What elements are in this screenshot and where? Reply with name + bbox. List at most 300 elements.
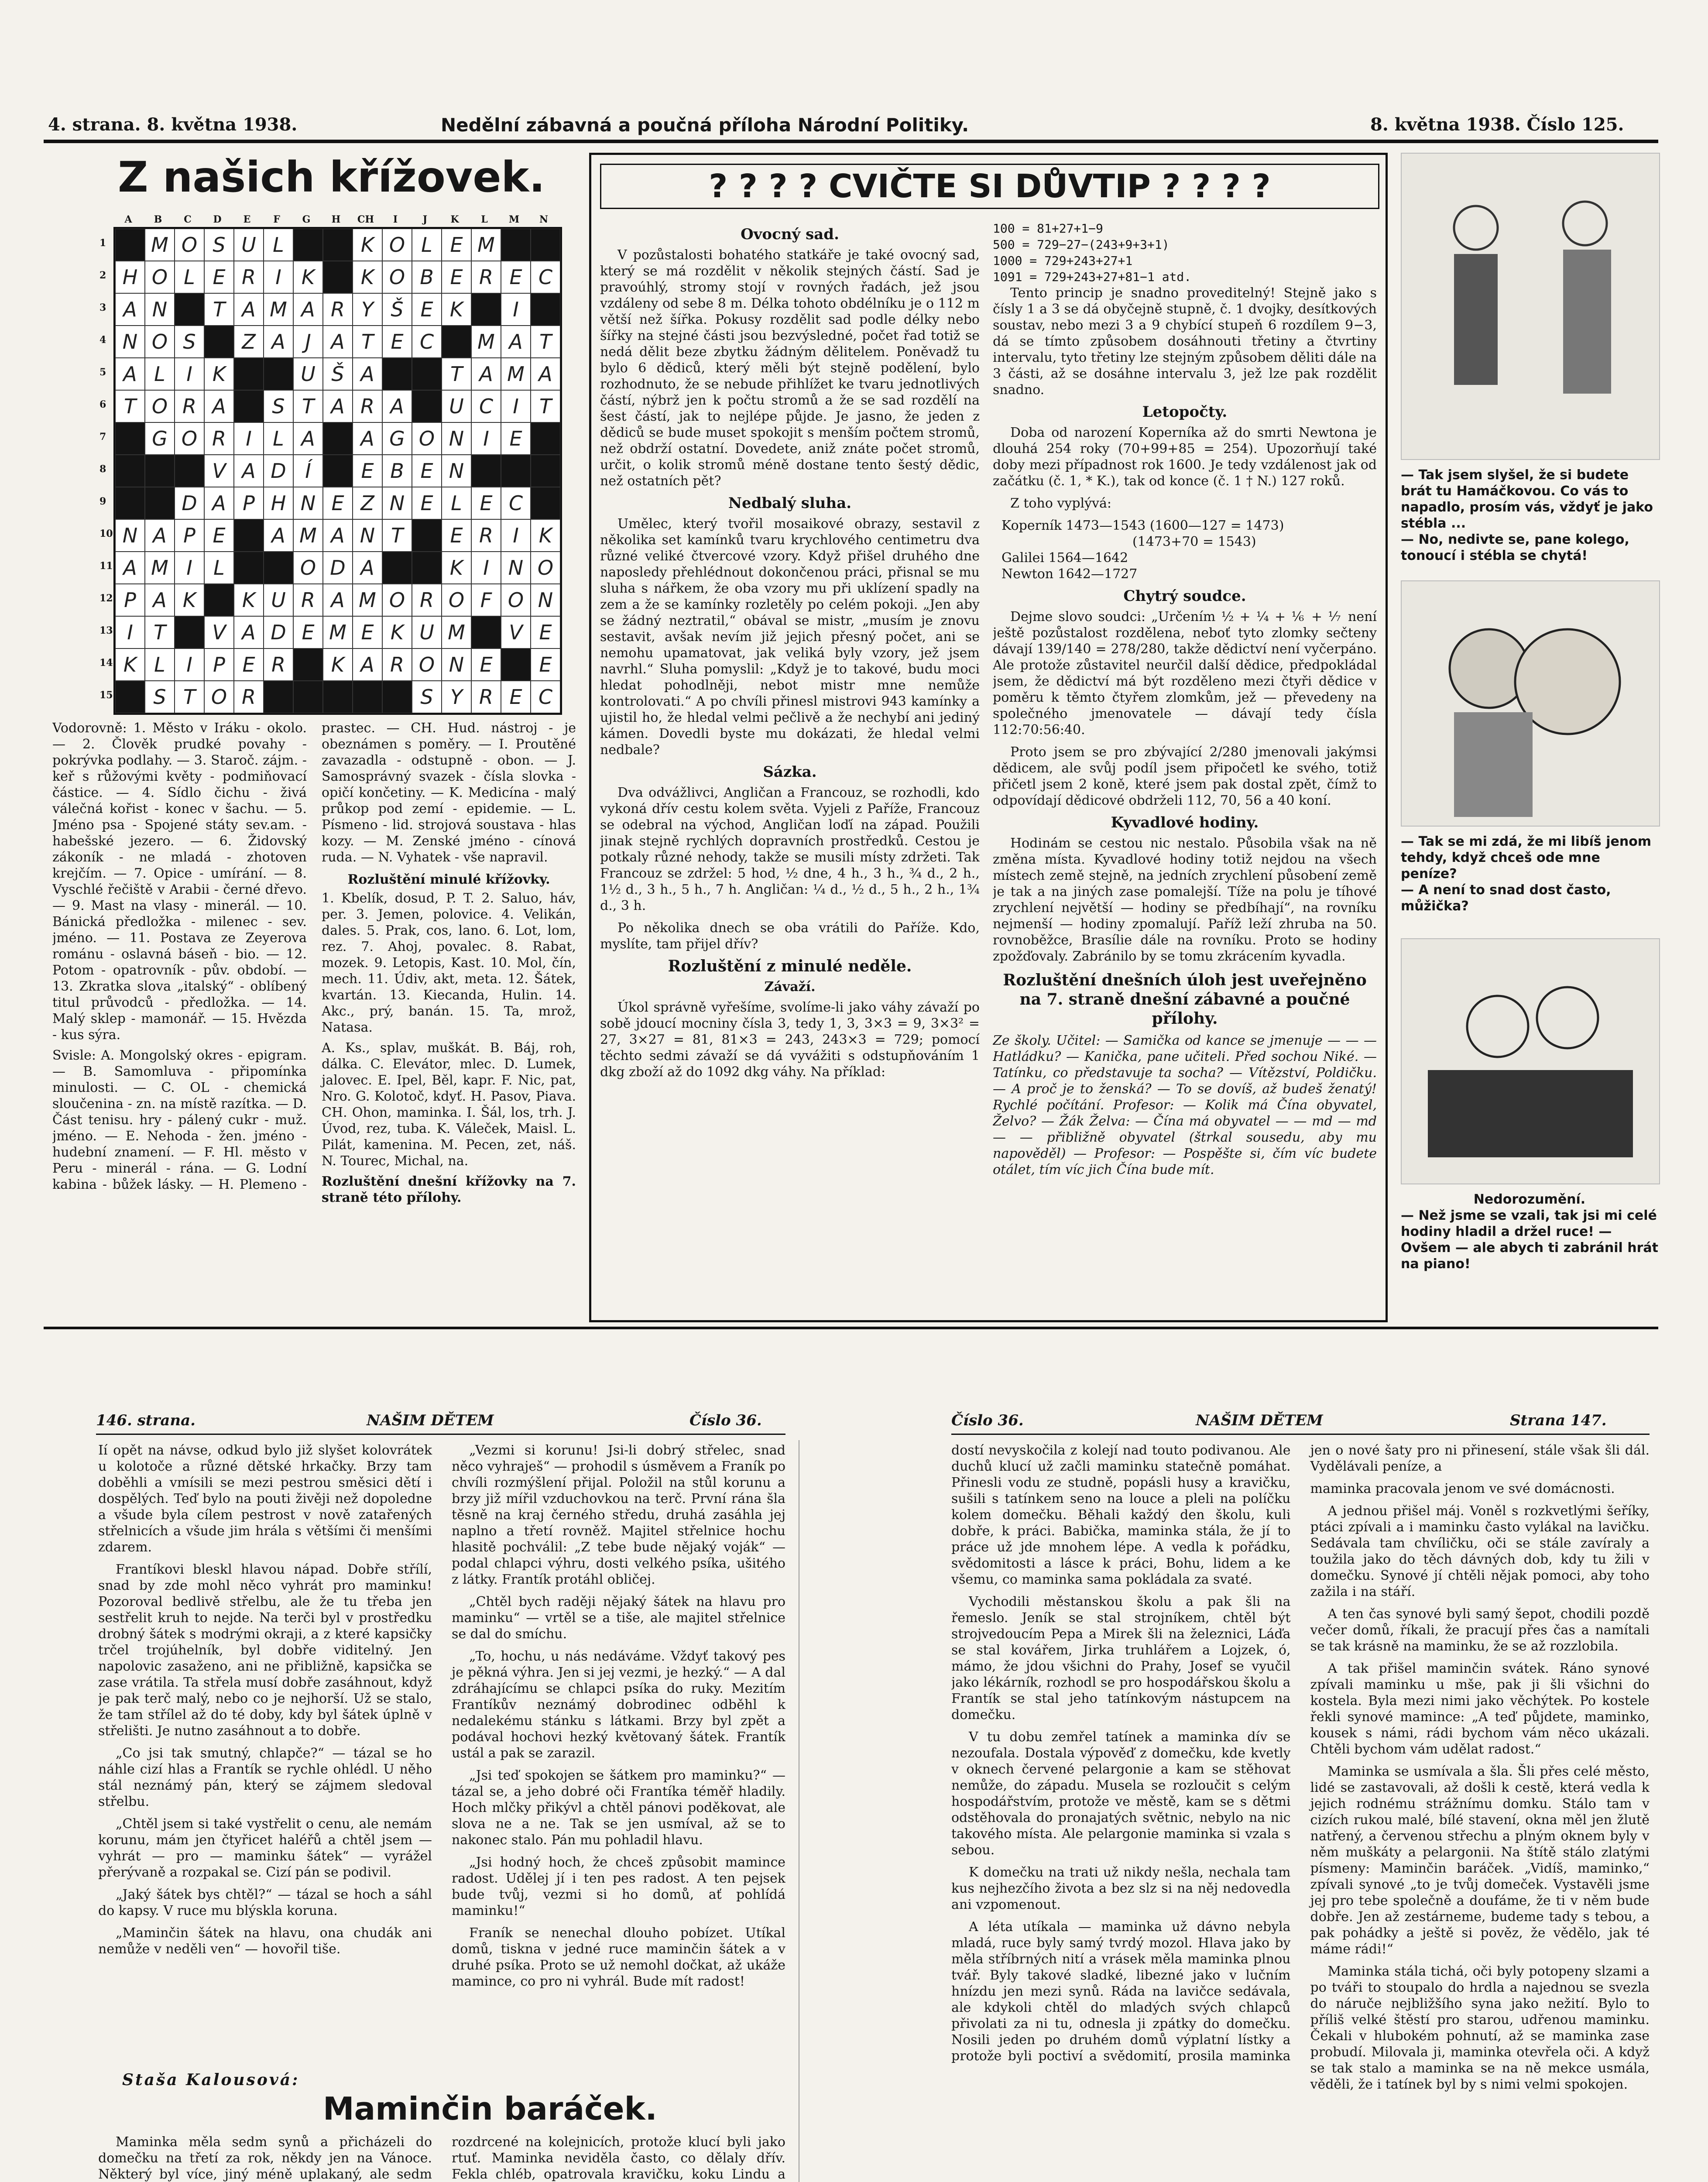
page-header-left: 4. strana. 8. května 1938. bbox=[48, 114, 298, 135]
crossword-cell: L bbox=[145, 648, 175, 681]
story2-author: Staša Kalousová: bbox=[122, 2071, 300, 2089]
crossword-cell: Š bbox=[382, 293, 412, 326]
weights-principle: Tento princip je snadno proveditelný! Stejně jako s čísly 1 a 3 se dá obyčejně stupně, č. 1 dvojky, desítkových soustav, nebo mezi 3 a 9 chybící stupeň 6 rozdílem 9−3, dá se tímto způsobem dosáhnouti třetiny a čtvrtiny intervalu, tyto třetiny lze stejným způsobem děliti dále na 3 části, až se dosáhne intervalu 3, jež lze pak rozdělit snadno. bbox=[993, 285, 1377, 398]
crossword-black-cell bbox=[264, 681, 293, 713]
years-line: (1473+70 = 1543) bbox=[1132, 534, 1256, 549]
crossword-black-cell bbox=[412, 519, 442, 552]
crossword-black-cell bbox=[293, 681, 323, 713]
story2-paragraph: Maminka měla sedm synů a přicházeli do domečku na třetí za rok, někdy jen na Vánoce. Některý byl více, jiný méně uplakaný, ale sedm rozdrcené na kolejnicích, protože klucí byli jako rtuť. Maminka neviděla často, co dělaly dřív. Fekla chléb, opatrovala kravičku, koku Lindu a bbox=[98, 2134, 785, 2182]
crossword-cell: T bbox=[145, 616, 175, 648]
crossword-cell: I bbox=[115, 616, 145, 648]
crossword-cell: O bbox=[412, 648, 442, 681]
crossword-cell: N bbox=[501, 552, 531, 584]
crossword-black-cell bbox=[323, 681, 353, 713]
cartoon-2-line-2: — A není to snad dost často, můžička? bbox=[1401, 882, 1611, 914]
crossword-cell: K bbox=[323, 648, 353, 681]
jokes-text: Ze školy. Učitel: — Samička od kance se jmenuje — — — Hatládku? — Kanička, pane učiteli. Před sochou Niké. — Tatínku, co představuje ta socha? — Vítězství, Poldičku. — A proč je to ženská? — To se dovíš, až budeš ženatý! Rychlé počítání. Profesor: — Kolik má Čína obyvatel, Želvo? — Žák Želva: — Čína má obyvatel — — md — md — — přibližně obyvatel (štrkal sousedu, aby mu napověděl) — Profesor: — Pospěšte si, čím víc budete otálet, tím víc jich Čína bude mít. bbox=[993, 1033, 1377, 1177]
crossword-cell: A bbox=[234, 455, 264, 487]
crossword-cell: L bbox=[264, 229, 293, 261]
crossword-cell: H bbox=[264, 487, 293, 519]
crossword-row-number: 8 bbox=[99, 463, 106, 475]
crossword-solution-text: 1. Kbelík, dosud, P. T. 2. Saluo, háv, per. 3. Jemen, polovice. 4. Velikán, dales. 5. Prak, cos, lano. 6. Lot, lom, rez. 7. Ahoj, povalec. 8. Rabat, mozek. 9. Letopis, Kast. 10. Mol, čín, mech. 11. Údiv, akt, meta. 12. Šátek, kvartán. 13. Kiecanda, Hulin. 14. Akc., prý, banán. 15. Ta, mrož, Natasa. bbox=[322, 891, 576, 1035]
crossword-cell: O bbox=[382, 229, 412, 261]
puzzle-bet-text: Dva odvážlivci, Angličan a Francouz, se rozhodli, kdo vykoná dřív cestu kolem světa. Vyjeli z Paříže, Francouz se odebral na východ, Angličan loďí na západ. Použili jinak stejně rychlých dopravních prostředků. Cestou je potkaly různé nehody, takže se musili místy zdržeti. Tak Francouz se zdržel: 5 hod, ½ dne, 4 h., 3 h., ¾ d., 2 h., 1½ d., 3 h., 5 h., 7 h. Angličan: ¼ d., ½ d., 5 h., 2 h., 1¾ d., 3 h. bbox=[600, 785, 980, 913]
crossword-cell: E bbox=[353, 616, 382, 648]
weights-line: 100 = 81+27+1−9 bbox=[993, 221, 1103, 236]
crossword-cell: A bbox=[204, 487, 234, 519]
puzzles-box bbox=[589, 153, 1388, 1322]
crossword-cell: A bbox=[501, 326, 531, 358]
crossword-cell: M bbox=[323, 616, 353, 648]
crossword-cell: D bbox=[323, 552, 353, 584]
crossword-title: Z našich křížovek. bbox=[118, 153, 545, 202]
crossword-black-cell bbox=[204, 584, 234, 616]
crossword-cell: N bbox=[442, 422, 471, 455]
story3-paragraph: maminka pracovala jenom ve své domácnosti. bbox=[1310, 1481, 1615, 1496]
solution-clock-text: Hodinám se cestou nic nestalo. Působila však na ně změna místa. Kyvadlové hodiny totiž nejdou na všech místech země stejně, na jedních zrychlení působení země je tak a na jiných zase pomalejší. Tíže na polu je tíhové zrychlení největší — hodiny se předbíhají“, na rovníku nejmenší — hodiny zpomalují. Paříž leží zhruba na 50. rovnoběžce, Brasílie dále na rovníku. Proto se hodiny zpožďovaly. Zabránilo by se tomu zkrácením kyvadla. bbox=[993, 836, 1377, 964]
crossword-black-cell bbox=[501, 229, 531, 261]
crossword-column-letter: I bbox=[393, 214, 398, 225]
crossword-cell: R bbox=[382, 648, 412, 681]
crossword-cell: N bbox=[115, 519, 145, 552]
crossword-column-letter: H bbox=[331, 214, 341, 225]
cartoons-column bbox=[1396, 153, 1663, 1322]
crossword-cell: E bbox=[412, 487, 442, 519]
crossword-cell: J bbox=[293, 326, 323, 358]
clues-down: Svisle: A. Mongolský okres - epigram. — B. Samomluva - připomínka minulosti. — C. OL - chemická sloučenina - zn. na místě razítka. — D. Část tenisu. hry - pálený cukr - muž. jméno. — E. Nehoda - žen. jméno - hudební znamení. — F. Hl. město v Peru - minerál - rána. — G. Lodní kabina - bůžek lásky. — H. Plemeno - prastec. — CH. Hud. nástroj - je obeznámen s poměry. — I. Proutěné zavazadla - odstupně - obon. — J. Samosprávný svazek - čísla slovka - opičí končetiny. — K. Medicína - malý průkop pod zemí - epidemie. — L. Písmeno - lid. strojová soustava - hlas kozy. — M. Zenské jméno - cínová ruda. — N. Vyhatek - vše napravil. bbox=[52, 720, 576, 1192]
crossword-cell: A bbox=[323, 390, 353, 422]
solutions-promo: Rozluštění dnešních úloh jest uveřejněno na 7. straně dnešní zábavné a poučné přílohy. bbox=[1003, 971, 1367, 1028]
crossword-black-cell bbox=[442, 326, 471, 358]
crossword-cell: T bbox=[442, 358, 471, 390]
crossword-row-number: 9 bbox=[99, 496, 106, 507]
crossword-black-cell bbox=[204, 326, 234, 358]
crossword-cell: A bbox=[323, 519, 353, 552]
crossword-cell: E bbox=[531, 616, 560, 648]
crossword-cell: N bbox=[531, 584, 560, 616]
crossword-cell: M bbox=[293, 519, 323, 552]
solutions-title: Rozluštění z minulé neděle. bbox=[668, 957, 912, 975]
years-line: Galilei 1564—1642 bbox=[1001, 550, 1128, 566]
puzzles-right-column bbox=[993, 220, 1377, 1320]
crossword-cell: K bbox=[234, 584, 264, 616]
cartoon-2-caption bbox=[1401, 834, 1658, 914]
crossword-cell: F bbox=[471, 584, 501, 616]
crossword-black-cell bbox=[531, 422, 560, 455]
cartoon-men-illustration bbox=[1401, 153, 1660, 460]
crossword-black-cell bbox=[382, 681, 412, 713]
cartoon-3-text: — Než jsme se vzali, tak jsi mi celé hodiny hladil a držel ruce! — Ovšem — ale abych ti zabránil hrát na piano! bbox=[1401, 1208, 1658, 1272]
story3-paragraph: V tu dobu zemřel tatínek a maminka dív se nezoufala. Dostala výpověď z domečku, kde kvetly v oknech červené pelargonie a kam se stěhovat nemůže, do západu. Musela se rozloučit s celým hospodářstvím, protože ve městě, kam se s dětmi odstěhovala do pronajatých světnic, nebylo na nic takového místa. Ale pelargonie maminka si vzala s sebou. bbox=[951, 1729, 1291, 1858]
crossword-cell: A bbox=[323, 584, 353, 616]
crossword-cell: N bbox=[442, 455, 471, 487]
crossword-cell: A bbox=[471, 358, 501, 390]
crossword-black-cell bbox=[115, 455, 145, 487]
crossword-cell: S bbox=[264, 390, 293, 422]
crossword-black-cell bbox=[293, 229, 323, 261]
crossword-cell: K bbox=[293, 261, 323, 293]
crossword-solution-title: Rozluštění minulé křížovky. bbox=[347, 872, 550, 887]
crossword-cell: A bbox=[531, 358, 560, 390]
crossword-black-cell bbox=[531, 455, 560, 487]
crossword-cell: G bbox=[145, 422, 175, 455]
crossword-cell: L bbox=[175, 261, 204, 293]
crossword-cell: A bbox=[382, 390, 412, 422]
crossword-cell: I bbox=[471, 552, 501, 584]
crossword-row-number: 7 bbox=[99, 431, 106, 443]
crossword-cell: R bbox=[353, 390, 382, 422]
crossword-cell: E bbox=[442, 229, 471, 261]
years-lines bbox=[993, 518, 1377, 582]
story1-paragraph: „Maminčin šátek na hlavu, ona chudák ani nemůže v neděli ven“ — hovořil tiše. bbox=[98, 1925, 432, 1957]
solution-years-intro: Z toho vyplývá: bbox=[1010, 496, 1112, 511]
crossword-cell: A bbox=[353, 552, 382, 584]
story3-paragraph: dostí nevyskočila z kolejí nad touto podivanou. Ale duchů klucí už začli maminku statečně pomáhat. Přinesli vodu ze studně, popásli husy a kravičku, sušili s tatínkem seno na louce a pleli na políčku kolem domečku. Běhali každý den školu, kuli dobře, k práci. Babička, maminka stála, že jí to práce už jde mnohem lépe. A vedla k pořádku, svědomitosti a lásce k práci, Bohu, lidem a ke všemu, co maminka sama pokládala za svaté. bbox=[951, 1443, 1291, 1587]
crossword-cell: A bbox=[264, 519, 293, 552]
story-shooting-range bbox=[98, 1442, 785, 2062]
crossword-black-cell bbox=[323, 229, 353, 261]
crossword-cell: U bbox=[442, 390, 471, 422]
story3-paragraph: K domečku na trati už nikdy nešla, nechala tam kus nejhezčího života a bez slz si na něj nedovedla ani vzpomenout. bbox=[951, 1865, 1291, 1912]
crossword-cell: N bbox=[115, 326, 145, 358]
crossword-cell: P bbox=[204, 648, 234, 681]
crossword-cell: N bbox=[145, 293, 175, 326]
cartoon-piano-drawing bbox=[1402, 939, 1659, 1184]
crossword-cell: T bbox=[531, 326, 560, 358]
crossword-cell: L bbox=[412, 229, 442, 261]
crossword-cell: A bbox=[323, 326, 353, 358]
story1-paragraph: „Jsi teď spokojen se šátkem pro maminku?“ — tázal se, a jeho dobré oči Frantíka téměř hladily. Hoch mlčky přikývl a chtěl pánovi poděkovat, ale slova ne a ne. Tak se jen usmíval, až se to nakonec stalo. Pán mu pohladil hlavu. bbox=[452, 1768, 785, 1848]
crossword-black-cell bbox=[234, 390, 264, 422]
crossword-black-cell bbox=[471, 455, 501, 487]
crossword-cell: M bbox=[264, 293, 293, 326]
crossword-cell: E bbox=[442, 519, 471, 552]
kids-header-right bbox=[951, 1412, 1658, 1429]
crossword-column-letters bbox=[113, 214, 559, 225]
story1-paragraph: „Chtěl bych raději nějaký šátek na hlavu pro maminku“ — vrtěl se a tiše, ale majitel střelnice se dal do smíchu. bbox=[452, 1594, 785, 1642]
crossword-cell: E bbox=[382, 326, 412, 358]
story-maminka-continued bbox=[951, 1442, 1650, 2182]
crossword-cell: N bbox=[353, 519, 382, 552]
story3-paragraph: A ten čas synové byli samý šepot, chodili pozdě večer domů, říkali, že pracují přes čas a namítali se tak krásně na maminku, že se až rozzlobila. bbox=[1310, 1606, 1650, 1654]
crossword-black-cell bbox=[175, 293, 204, 326]
crossword-black-cell bbox=[382, 552, 412, 584]
crossword-cell: T bbox=[175, 681, 204, 713]
crossword-cell: C bbox=[531, 681, 560, 713]
crossword-cell: Y bbox=[353, 293, 382, 326]
crossword-black-cell bbox=[293, 648, 323, 681]
crossword-cell: E bbox=[293, 616, 323, 648]
crossword-cell: A bbox=[353, 648, 382, 681]
crossword-row-number: 1 bbox=[99, 237, 106, 249]
crossword-column-letter: G bbox=[302, 214, 311, 225]
crossword-cell: R bbox=[412, 584, 442, 616]
story1-paragraph: „Jsi hodný hoch, že chceš způsobit mamince radost. Udělej jí i ten pes radost. A ten pejsek bude tvůj, vezmi si ho domů, ať pohlídá maminku!“ bbox=[452, 1855, 785, 1918]
crossword-cell: A bbox=[204, 390, 234, 422]
crossword-cell: T bbox=[531, 390, 560, 422]
crossword-cell: T bbox=[293, 390, 323, 422]
crossword-cell: A bbox=[353, 358, 382, 390]
crossword-black-cell bbox=[323, 261, 353, 293]
crossword-cell: R bbox=[234, 261, 264, 293]
crossword-black-cell bbox=[412, 552, 442, 584]
crossword-cell: I bbox=[471, 422, 501, 455]
crossword-cell: M bbox=[145, 552, 175, 584]
crossword-black-cell bbox=[175, 616, 204, 648]
crossword-cell: R bbox=[471, 681, 501, 713]
crossword-cell: K bbox=[353, 261, 382, 293]
puzzle-bet-title: Sázka. bbox=[763, 763, 817, 781]
section-divider bbox=[44, 1327, 1658, 1329]
crossword-cell: K bbox=[115, 648, 145, 681]
crossword-cell: R bbox=[234, 681, 264, 713]
crossword-cell: E bbox=[471, 487, 501, 519]
crossword-cell: C bbox=[412, 326, 442, 358]
crossword-cell: K bbox=[204, 358, 234, 390]
crossword-clues bbox=[52, 720, 576, 1322]
crossword-row-number: 14 bbox=[99, 657, 113, 669]
cartoon-men-drawing bbox=[1402, 154, 1659, 459]
crossword-cell: P bbox=[115, 584, 145, 616]
crossword-row-number: 4 bbox=[99, 334, 106, 346]
crossword-cell: B bbox=[412, 261, 442, 293]
story3-paragraph: A jednou přišel máj. Voněl s rozkvetlými šeříky, ptáci zpívali a i maminku často vylákal na lavičku. Sedávala tam chvíličku, oči se stále zavíraly a toužila jako do těch dávných dob, kdy tu žili v domečku. Synové jí chtěli nějak pomoci, aby toho zažila i na stáří. bbox=[1310, 1503, 1650, 1599]
crossword-cell: P bbox=[175, 519, 204, 552]
story1-paragraph: „Chtěl jsem si také vystřelit o cenu, ale nemám korunu, mám jen čtyřicet haléřů a chtěl jsem — vyhrát — pro — maminku šátek“ — vyrážel přerývaně a rozpakal se. Cizí pán se podivil. bbox=[98, 1816, 432, 1880]
solution-weights-text: Úkol správně vyřešíme, svolíme-li jako váhy závaží po sobě jdoucí mocniny čísla 3, tedy 1, 3, 3×3 = 9, 3×3² = 27, 3×27 = 81, 81×3 = 243, 243×3 = 729; pomocí těchto sedmi závaží se dá vyvážiti s odstupňováním 1 dkg zboží až do 1092 dkg váhy. Na příklad: bbox=[600, 1000, 980, 1080]
crossword-cell: E bbox=[501, 261, 531, 293]
puzzles-left-column bbox=[600, 220, 980, 1320]
puzzle-servant-title: Nedbalý sluha. bbox=[728, 494, 852, 512]
puzzles-title: ? ? ? ? CVIČTE SI DŮVTIP ? ? ? ? bbox=[600, 164, 1379, 209]
weights-lines bbox=[993, 220, 1377, 285]
crossword-cell: P bbox=[234, 487, 264, 519]
weights-line: 1000 = 729+243+27+1 bbox=[993, 254, 1133, 268]
crossword-cell: E bbox=[234, 648, 264, 681]
crossword-cell: V bbox=[204, 455, 234, 487]
crossword-row-number: 13 bbox=[99, 625, 113, 636]
crossword-black-cell bbox=[412, 358, 442, 390]
crossword-cell: B bbox=[382, 455, 412, 487]
solution-clock-title: Kyvadlové hodiny. bbox=[1111, 814, 1259, 831]
crossword-cell: A bbox=[234, 293, 264, 326]
story3-paragraph: A tak přišel maminčin svátek. Ráno synové zpívali maminku u mše, pak ji šli všichni do kostela. Byla mezi nimi jako věchýtek. Po kostele řekli synové mamince: „A teď půjdete, maminko, kousek s námi, rádi bychom vám něco ukázali. Chtěli bychom vám udělat radost.“ bbox=[1310, 1661, 1650, 1757]
story1-paragraph: Frantíkovi bleskl hlavou nápad. Dobře střílí, snad by zde mohl něco vyhrát pro maminku! Pozoroval bedlivě střelbu, ale že tu třeba jen sestřelit kruh to nejde. Na terči byl v prostředku drobný šátek s modrými okraji, a z které kapsičky trčel trojúhelník, byl dobře viditelný. Jen napolovic zasaženo, ani ne přibližně, kapsička se zase vrátila. Ta střela musí dobře zasáhnout, když je pak terč malý, nebo co je nejhorší. Už se stalo, že tam střílel až do té doby, kdy byl šátek úplně v střelišti. Je nutno zasáhnout a to dobře. bbox=[98, 1562, 432, 1739]
crossword-note: Rozluštění dnešní křížovky na 7. straně této přílohy. bbox=[322, 1174, 576, 1205]
crossword-black-cell bbox=[531, 293, 560, 326]
page-header-right: 8. května 1938. Číslo 125. bbox=[1370, 114, 1624, 135]
crossword-cell: E bbox=[204, 261, 234, 293]
cartoon-3-title: Nedorozumění. bbox=[1473, 1192, 1586, 1207]
solution-years-title: Letopočty. bbox=[1142, 403, 1228, 421]
crossword-cell: O bbox=[145, 261, 175, 293]
crossword-black-cell bbox=[115, 681, 145, 713]
crossword-cell: C bbox=[471, 390, 501, 422]
cartoon-piano-illustration bbox=[1401, 938, 1660, 1184]
crossword-cell: S bbox=[175, 326, 204, 358]
crossword-cell: K bbox=[353, 229, 382, 261]
crossword-cell: D bbox=[264, 455, 293, 487]
crossword-row-number: 11 bbox=[99, 560, 113, 572]
crossword-cell: R bbox=[293, 584, 323, 616]
crossword-cell: E bbox=[471, 648, 501, 681]
cartoon-1-caption bbox=[1401, 467, 1658, 564]
crossword-cell: I bbox=[175, 552, 204, 584]
crossword-row-numbers bbox=[99, 227, 111, 711]
crossword-column-letter: D bbox=[213, 214, 222, 225]
crossword-row-number: 2 bbox=[99, 270, 106, 281]
crossword-row-number: 15 bbox=[99, 690, 113, 701]
crossword-black-cell bbox=[412, 390, 442, 422]
crossword-cell: O bbox=[204, 681, 234, 713]
kids-title-right: NAŠIM DĚTEM bbox=[1196, 1412, 1323, 1429]
crossword-cell: V bbox=[204, 616, 234, 648]
crossword-black-cell bbox=[501, 455, 531, 487]
crossword-cell: A bbox=[145, 584, 175, 616]
crossword-cell: E bbox=[501, 422, 531, 455]
crossword-cell: M bbox=[442, 616, 471, 648]
story1-paragraph: „Co jsi tak smutný, chlapče?“ — tázal se ho náhle cizí hlas a Frantík se rychle ohlédl. U něho stál neznámý pán, který se zájmem sledoval střelbu. bbox=[98, 1746, 432, 1809]
puzzle-bet-question: Po několika dnech se oba vrátili do Paříže. Kdo, myslíte, tam přijel dřív? bbox=[600, 920, 980, 952]
header-rule bbox=[44, 140, 1658, 143]
crossword-cell: M bbox=[501, 358, 531, 390]
cartoon-2-line-1: — Tak se mi zdá, že mi libíš jenom tehdy, když chceš ode mne peníze? bbox=[1401, 834, 1652, 882]
crossword-row-number: 6 bbox=[99, 399, 106, 410]
crossword-cell: O bbox=[382, 584, 412, 616]
crossword-cell: R bbox=[471, 519, 501, 552]
crossword-cell: L bbox=[442, 487, 471, 519]
kids-number-right: Číslo 36. bbox=[951, 1412, 1024, 1429]
crossword-black-cell bbox=[234, 552, 264, 584]
crossword-cell: O bbox=[175, 422, 204, 455]
crossword-cell: A bbox=[353, 422, 382, 455]
crossword-row-number: 10 bbox=[99, 528, 113, 539]
crossword-black-cell bbox=[323, 422, 353, 455]
crossword-black-cell bbox=[471, 616, 501, 648]
cartoon-1-line-1: — Tak jsem slyšel, že si budete brát tu Hamáčkovou. Co vás to napadlo, prosím vás, vždyť je jako stébla ... bbox=[1401, 467, 1653, 531]
crossword-cell: V bbox=[501, 616, 531, 648]
kids-header-rule-left bbox=[96, 1434, 785, 1435]
crossword-cell: G bbox=[382, 422, 412, 455]
crossword-column-letter: B bbox=[154, 214, 162, 225]
crossword-section bbox=[48, 148, 578, 1318]
crossword-black-cell bbox=[323, 455, 353, 487]
crossword-cell: I bbox=[175, 648, 204, 681]
crossword-column-letter: F bbox=[273, 214, 280, 225]
crossword-black-cell bbox=[264, 358, 293, 390]
story3-paragraph: Maminka stála tichá, oči byly potopeny slzami a po tváři to stoupalo do hrdla a najednou se svezla do náruče nejbližšího syna jako nežití. Bylo to příliš velké štěstí pro starou, udřenou maminku. Čekali v hlubokém pohnutí, až se maminka zase probudí. Milovala ji, maminka otevřela oči. A když se tak stalo a maminka se na ně mekce usmála, věděli, že i tatínek byl by s nimi velmi spokojen. bbox=[1310, 1964, 1650, 2092]
crossword-cell: C bbox=[531, 261, 560, 293]
crossword-cell: N bbox=[442, 648, 471, 681]
crossword-cell: M bbox=[471, 326, 501, 358]
crossword-cell: L bbox=[264, 422, 293, 455]
crossword-cell: T bbox=[115, 390, 145, 422]
crossword-cell: R bbox=[264, 648, 293, 681]
crossword-cell: A bbox=[293, 422, 323, 455]
crossword-cell: D bbox=[264, 616, 293, 648]
crossword-cell: A bbox=[115, 358, 145, 390]
story3-paragraph: Maminka se usmívala a šla. Šli přes celé město, lidé se zastavovali, až došli k cestě, která vedla k jejich rodnému strážnímu domku. Stálo tam v cizích rukou malé, bílé stavení, okna měl jen žlutě natřený, a červenou střechu a plným oknem byly v něm muškáty a pelargonii. Na štítě stálo zlatými písmeny: Maminčin baráček. „Vidíš, maminko,“ zpívali synové „to je tvůj domeček. Vystavěli jsme jej pro tebe společně a doufáme, že ti v něm bude dobře. Jen až zestárneme, budeme tady s tebou, a pak pohádky a ještě si pověz, že vědělo, jak té máme rádi!“ bbox=[1310, 1764, 1650, 1957]
crossword-cell: A bbox=[293, 293, 323, 326]
story1-paragraph: „Jaký šátek bys chtěl?“ — tázal se hoch a sáhl do kapsy. V ruce mu blýskla koruna. bbox=[98, 1887, 432, 1918]
story1-paragraph: „To, hochu, u nás nedáváme. Vždyť takový pes je pěkná výhra. Jen si jej vezmi, je hezký.“ — A dal zdráhajícímu se chlapci psíka do ruky. Mezitím Frantíkův neznámý dobrodinec odběhl k nedalekému stánku s látkami. Brzy byl zpět a podával hochovi hezký květovaný šátek. Frantík ustál a pak se zarazil. bbox=[452, 1649, 785, 1761]
crossword-cell: Í bbox=[293, 455, 323, 487]
crossword-black-cell bbox=[115, 487, 145, 519]
crossword-column-letter: N bbox=[539, 214, 549, 225]
crossword-cell: M bbox=[471, 229, 501, 261]
weights-line: 1091 = 729+243+27+81−1 atd. bbox=[993, 270, 1192, 284]
kids-title-left: NAŠIM DĚTEM bbox=[367, 1412, 494, 1429]
crossword-cell: R bbox=[471, 261, 501, 293]
solution-judge-text-2: Proto jsem se pro zbývající 2/280 jmenovali jakýmsi dědicem, ale svůj podíl jsem připočetl ke svého, totiž přičetl jsem 2 koně, které jsem pak dostal zpět, čímž to odpovídají dědicové obdrželi 112, 70, 56 a 40 koní. bbox=[993, 744, 1377, 808]
crossword-cell: I bbox=[175, 358, 204, 390]
crossword-cell: U bbox=[234, 229, 264, 261]
crossword-black-cell bbox=[115, 422, 145, 455]
crossword-black-cell bbox=[234, 358, 264, 390]
kids-header-left bbox=[96, 1412, 803, 1429]
crossword-cell: K bbox=[382, 616, 412, 648]
crossword-black-cell bbox=[382, 358, 412, 390]
crossword-column-letter: CH bbox=[357, 214, 374, 225]
crossword-cell: L bbox=[204, 552, 234, 584]
crossword-cell: E bbox=[501, 681, 531, 713]
crossword-cell: I bbox=[234, 422, 264, 455]
puzzle-servant-text: Umělec, který tvořil mosaikové obrazy, sestavil z několika set kamínků tvaru krychlového centimetru dva různé veliké čtvercové vzory. Když přišel druhého dne naposledy přehlédnout dokončenou práci, přisnal se mu sluha s nářkem, že oba vzory mu při uklízení spadly na zem a že se kamínky rozletěly po celém pokoji. „Jen aby se žádný neztratil,“ obával se mistr, „musím je znovu sestavit, avšak nevím již jejich přesný počet, ani se nemohu upamatovat, jak veliká byly vzory, jež jsem navrhl.“ Sluha pomyslil: „Když je to takové, budu moci hledat pohodlněji, nebot mistr mne nemůže kontrolovati.“ A po chvíli přinesl mistrovi 943 kamínky a ujistil ho, že hledal velmi pečlivě a že nechybí ani jediný kámen. Dovedli byste mu dokázati, že hledal velmi nedbale? bbox=[600, 516, 980, 758]
crossword-cell: M bbox=[353, 584, 382, 616]
page-header-title: Nedělní zábavná a poučná příloha Národní Politiky. bbox=[441, 114, 969, 136]
crossword-cell: E bbox=[412, 293, 442, 326]
crossword-cell: Z bbox=[353, 487, 382, 519]
crossword-cell: O bbox=[531, 552, 560, 584]
crossword-column-letter: J bbox=[422, 214, 428, 225]
crossword-cell: O bbox=[175, 229, 204, 261]
crossword-cell: I bbox=[501, 390, 531, 422]
cartoon-1-line-2: — No, nedivte se, pane kolego, tonoucí i stébla se chytá! bbox=[1401, 532, 1629, 563]
crossword-column-letter: C bbox=[184, 214, 192, 225]
crossword-black-cell bbox=[145, 487, 175, 519]
crossword-black-cell bbox=[234, 519, 264, 552]
crossword-cell: A bbox=[115, 293, 145, 326]
crossword-cell: O bbox=[501, 584, 531, 616]
crossword-column-letter: M bbox=[508, 214, 520, 225]
crossword-cell: E bbox=[204, 519, 234, 552]
clues-across: Vodorovně: 1. Město v Iráku - okolo. — 2. Člověk prudké povahy - pokrývka podlahy. — 3. Staroč. zájm. - keř s růžovými květy - podmiňovací částice. — 4. Sídlo čichu - živá válečná kořist - konec v šachu. — 5. Jméno psa - Spojené státy sev.am. - habešské jezero. — 6. Židovský zákoník - ne mladá - zhotoven krejčím. — 7. Opice - umírání. — 8. Vyschlé řečiště v Arabii - černé dřevo. — 9. Mast na vlasy - minerál. — 10. Bánická předložka - milenec - sev. jméno. — 11. Postava ze Zeyerova románu - oslavná báseň - bio. — 12. Potom - opatrovník - pův. období. — 13. Zkratka slova „italský“ - oblíbený titul průvodců - předložka. — 14. Malý sklep - mamonář. — 15. Hvězda - kus sýra. bbox=[52, 720, 307, 1043]
crossword-cell: A bbox=[264, 326, 293, 358]
crossword-cell: S bbox=[145, 681, 175, 713]
crossword-black-cell bbox=[501, 648, 531, 681]
crossword-cell: U bbox=[293, 358, 323, 390]
crossword-cell: M bbox=[145, 229, 175, 261]
puzzle-orchard-title: Ovocný sad. bbox=[741, 226, 839, 243]
crossword-cell: I bbox=[264, 261, 293, 293]
crossword-cell: K bbox=[442, 552, 471, 584]
crossword-cell: O bbox=[412, 422, 442, 455]
story1-paragraph: Ií opět na návse, odkud bylo již slyšet kolovrátek u kolotoče a různé dětské hrkačky. Brzy tam doběhli a vmísili se mezi pestrou směsici dětí i dospělých. Teď bylo na pouti živěji než dopoledne a všude byla cílem pestrost v nově zatařených střelnicích a všude jim hrála s většími či menšími zdarem. bbox=[98, 1443, 432, 1555]
crossword-cell: Z bbox=[234, 326, 264, 358]
crossword-cell: O bbox=[293, 552, 323, 584]
story3-paragraph: A léta utíkala — maminka už dávno nebyla mladá, ruce byly samý tvrdý mozol. Hlava jako by měla stříbrných nití a vrásek měla maminka plnou tvář. Byly takové sladké, libezné jako v lučním hnízdu jen mezi synů. Ráda na lavičce sedávala, ale kdykoli chtěl do mladých svých chlapců přivolati za ni tu, odnesla ji zpátky do domečku. Nosili jeden po druhém domů výplatní lístky a protože byli poctiví a svědomití, prosila maminka jen o nové šaty pro ni přinesení, stále však šli dál. Vydělávali peníze, a bbox=[951, 1443, 1650, 2064]
cartoon-3-caption bbox=[1401, 1191, 1658, 1272]
crossword-cell: T bbox=[204, 293, 234, 326]
crossword-cell: E bbox=[353, 455, 382, 487]
crossword-cell: T bbox=[353, 326, 382, 358]
crossword-cell: O bbox=[442, 584, 471, 616]
crossword-grid bbox=[113, 227, 562, 715]
solution-years-text: Doba od narození Koperníka až do smrti Newtona je dlouhá 254 roky (70+99+85 = 254). Upozorňují také doby mezi případnost rok 1600. Je tedy vzdálenost jak od začátku (č. 1, * K.), tak od konce (č. 1 † N.) 127 roků. bbox=[993, 425, 1377, 489]
crossword-cell: U bbox=[264, 584, 293, 616]
crossword-cell: N bbox=[293, 487, 323, 519]
crossword-column-letter: K bbox=[450, 214, 459, 225]
